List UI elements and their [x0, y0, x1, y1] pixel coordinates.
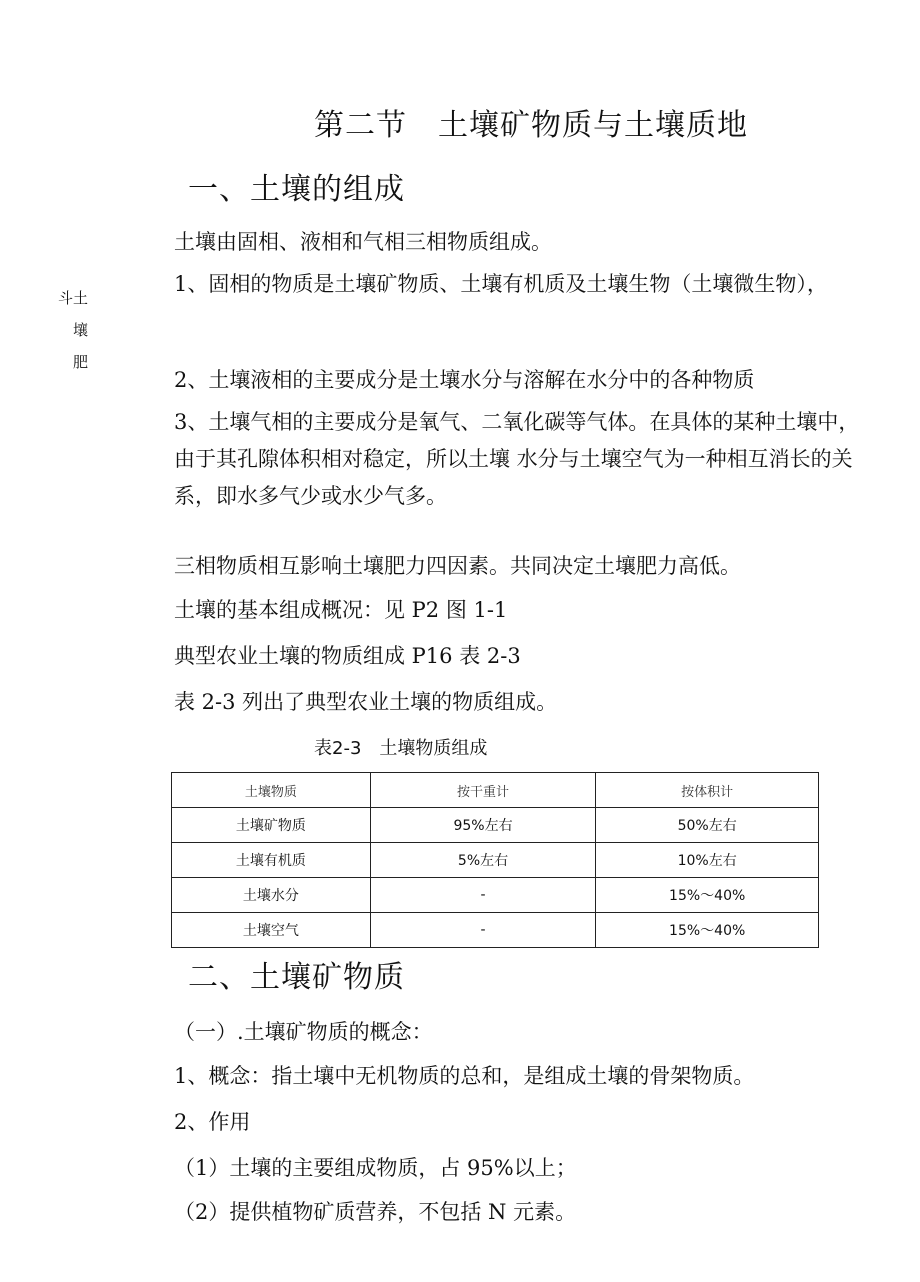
margin-note-line: 壤	[72, 321, 88, 339]
table-cell: 15%～40%	[596, 913, 819, 948]
table-cell: 5%左右	[370, 843, 596, 878]
table-cell: -	[370, 878, 596, 913]
paragraph: （1）土壤的主要组成物质，占 95%以上；	[174, 1156, 577, 1180]
page-title: 第二节 土壤矿物质与土壤质地	[314, 108, 748, 143]
paragraph: （2）提供植物矿质营养，不包括 N 元素。	[174, 1200, 577, 1224]
paragraph: 土壤由固相、液相和气相三相物质组成。	[174, 230, 552, 254]
table-row	[172, 843, 819, 878]
table-header-cell: 按干重计	[370, 773, 596, 808]
paragraph: 典型农业土壤的物质组成 P16 表 2-3	[174, 644, 521, 668]
composition-table	[171, 772, 819, 948]
paragraph: 三相物质相互影响土壤肥力四因素。共同决定土壤肥力高低。	[174, 554, 741, 578]
table-row	[172, 808, 819, 843]
table-header-row	[172, 773, 819, 808]
paragraph: 1、固相的物质是土壤矿物质、土壤有机质及土壤生物（土壤微生物），	[174, 272, 828, 296]
paragraph: 2、土壤液相的主要成分是土壤水分与溶解在水分中的各种物质	[174, 368, 755, 392]
table-cell: 10%左右	[596, 843, 819, 878]
table-cell: 95%左右	[370, 808, 596, 843]
table-cell: 土壤空气	[172, 913, 371, 948]
margin-note-line: 肥	[72, 353, 88, 371]
paragraph: 3、土壤气相的主要成分是氧气、二氧化碳等气体。在具体的某种土壤中，由于其孔隙体积相对稳定，所以土壤 水分与土壤空气为一种相互消长的关系，即水多气少或水少气多。	[174, 410, 860, 508]
table-header-cell: 按体积计	[596, 773, 819, 808]
margin-note-line: 斗土	[58, 289, 89, 307]
table-header-cell: 土壤物质	[172, 773, 371, 808]
table-row	[172, 913, 819, 948]
table-row	[172, 878, 819, 913]
heading-soil-composition: 一、土壤的组成	[188, 172, 405, 207]
paragraph: 2、作用	[174, 1110, 251, 1134]
heading-soil-minerals: 二、土壤矿物质	[188, 960, 405, 995]
paragraph: 1、概念：指土壤中无机物质的总和，是组成土壤的骨架物质。	[174, 1064, 755, 1088]
paragraph: 表 2-3 列出了典型农业土壤的物质组成。	[174, 690, 558, 714]
table-cell: 50%左右	[596, 808, 819, 843]
table-cell: 15%～40%	[596, 878, 819, 913]
table-caption-number: 表2-3	[314, 738, 362, 759]
table-cell: 土壤有机质	[172, 843, 371, 878]
paragraph: （一）.土壤矿物质的概念：	[174, 1020, 433, 1044]
table-cell: -	[370, 913, 596, 948]
table-caption-title: 土壤物质组成	[379, 738, 488, 759]
margin-note	[58, 282, 88, 378]
paragraph: 土壤的基本组成概况：见 P2 图 1-1	[174, 598, 508, 622]
table-cell: 土壤矿物质	[172, 808, 371, 843]
table-caption	[314, 734, 487, 760]
table-cell: 土壤水分	[172, 878, 371, 913]
